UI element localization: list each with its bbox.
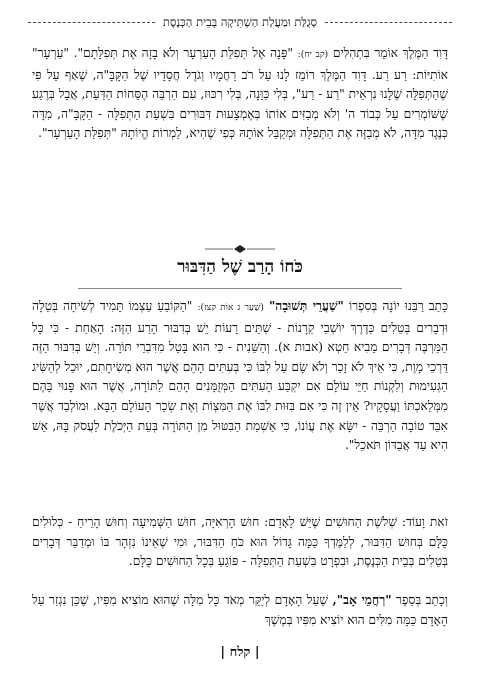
- psalm-reference: (קב יח):: [297, 50, 329, 60]
- paragraph-rachamei-av-lead: וְכָתַב בְּסֵפֶר: [396, 593, 449, 607]
- running-title: סְגֻלַּת וּמַעֲלַת הַשְׁתִּיקָה בְּבֵית הַכְּנֶסֶת: [162, 15, 318, 29]
- paragraph-rachamei-av: [32, 591, 448, 630]
- paragraph-rachamei-av-text: שֶׁעַל הָאָדָם לְיַקֵּר מְאֹד כָּל מִלָּה שֶׁהוּא מוֹצִיא מִפִּיו, שֶׁכֵּן נִגְזַר עַל הָאָדָם כַּמָּה מִלִּים הוּא יוֹצִיא מִפִּיו בְּמֶשֶׁךְ: [32, 593, 448, 627]
- book-title-rachamei-av: "רַחֲמֵי אָב",: [332, 593, 392, 607]
- paragraph-intro: [32, 44, 448, 144]
- paragraph-senses: [32, 513, 448, 572]
- paragraph-rabbeinu-yonah-text: "הַקּוֹבֵעַ עַצְמוֹ תָּמִיד לְשִׂיחָה בְּטֵלָה וּדְבָרִים בְּטֵלִים כְּדֶרֶךְ יוֹשְׁבֵי קְרָנוֹת - שְׁתֵּים רָעוֹת יֵשׁ בְּדִבּוּר הָרַע הַזֶּה: הָאַחַת - כִּי כָּל הַמַּרְבֶּה דְּבָרִים מֵבִיא חֵטְא (אבות א). וְהַשֵּׁנִית - כִּי הוּא בָּטֵל מִדִּבְרֵי תּוֹרָה. וְיֵשׁ בְּדִבּוּר הַזֶּה דַּרְכֵי מָוֶת, כִּי אֵיךְ לֹא זָכַר וְלֹא שָׂם עַל לִבּוֹ כִּי בְּעִתִּים הָהֵם אֲשֶׁר הוּא מְשִׂיחָתִם, יוּכַל לְהַשִּׂיג הַגְּעִימוּת וְלִקְנוֹת חַיֵּי עוֹלָם אִם יִקְבַּע הָעִתִּים הַמְּזֻמָּנִים הָהֵם לַתּוֹרָה, אֲשֶׁר הוּא פָּנוּי בָּהֶם מִמְּלַאכְתּוֹ וַעֲסָקָיו? אֵין זֶה כִּי אִם בִּזּוּת לִבּוֹ אֶת הַמִּצְוֹת וְאֶת שְׂכַר הָעוֹלָם הַבָּא. וּמוֹלְבַד אֲשֶׁר אִבֵּד טוֹבָה הַרְבֵּה - יִשָּׂא אֶת עֲוֹנוֹ, כִּי אַשְׁמַת הַבִּטּוּל מִן הַתּוֹרָה בְּעֵת הַיְּכֹלֶת לַעֲסֹק בָּהּ, אֵשׁ הִיא עַד אֲבַדּוֹן תֹּאכֵל".: [32, 299, 448, 453]
- book-title-shaarei-teshuva: "שַׁעֲרֵי תְּשׁוּבָה": [268, 299, 344, 313]
- running-header: [28, 10, 452, 34]
- paragraph-intro-text: "פָּנָה אֶל תְּפִלַּת הָעַרְעָר וְלֹא בָזָה אֶת תְּפִלָּתָם". "עַרְעָר" אוֹתִיּוֹת: רַע רַע. דָּוִד הַמֶּלֶךְ רוֹמֵז לָנוּ עַל רֹב רַחֲמָיו וְגֹדֶל חֲסָדָיו שֶׁל הַקָּבָּ"ה, שֶׁאַף עַל פִּי שֶׁהַתְּפִלָּה שֶׁלָּנוּ נִרְאֵית "רַע - רַע", בְּלִי כַּוָּנָה, בְּלִי רִכּוּז, עִם הַרְבֵּה הֶסֵּחוֹת הַדַּעַת, אֲבָל בְּרֶגַע שֶׁשּׁוֹמְרִים עַל כְּבוֹד ה' וְלֹא מְבַזִּים אוֹתוֹ בְּאֶמְצָעוּת דִּבּוּרִים בִּשְׁעַת הַתְּפִלָּה - הַקָּבָּ"ה, מִדָּה כְּנֶגֶד מִדָּה, לֹא מְבַזֶּה אֶת הַתְּפִלָּה וּמְקַבֵּל אוֹתָהּ כְּפִי שֶׁהִיא, לַמְרוֹת הֱיוֹתָהּ "תְּפִלַּת הָעַרְעָר".: [32, 46, 448, 141]
- ornamental-divider: [0, 244, 480, 254]
- paragraph-senses-text: זֹאת וָעוֹד: שְׁלֹשֶׁת הַחוּשִׁים שֶׁיֵּשׁ לָאָדָם: חוּשׁ הָרְאִיָּה, חוּשׁ הַשְּׁמִיעָה וְחוּשׁ הָרֵיחַ - כְּלוּלִים כֻּלָּם בְּחוּשׁ הַדִּבּוּר, לְלַמֶּדְךָ כַּמָּה גָּדוֹל הוּא כֹּחַ הַדִּבּוּר, וּמִי שֶׁאֵינוֹ נִזְהָר בּוֹ וּמְדַבֵּר דְּבָרִים בְּטֵלִים בְּבֵית הַכְּנֶסֶת, וּבִפְרָט בִּשְׁעַת הַתְּפִלָּה - פּוֹגֵעַ בְּכָל הַחוּשִׁים כֻּלָּם.: [32, 515, 448, 569]
- section-title: כֹּחוֹ הָרַב שֶׁל הַדִּבּוּר: [177, 257, 303, 277]
- divider-ornament-icon: [205, 244, 275, 254]
- header-dash-right: [325, 22, 452, 23]
- shaarei-teshuva-reference: (שַׁעַר ג אוֹת קצז):: [197, 303, 264, 313]
- paragraph-rabbeinu-yonah: [32, 297, 448, 456]
- section-title-rule: [78, 288, 402, 289]
- paragraph-intro-lead: דָּוִד הַמֶּלֶךְ אוֹמֵר בִּתְהִלִּים: [332, 46, 449, 60]
- header-dash-left: [28, 22, 155, 23]
- page-number: | קלח |: [220, 645, 260, 660]
- paragraph-rabbeinu-yonah-lead: כָּתַב רַבֵּנוּ יוֹנָה בְּסִפְרוֹ: [348, 299, 449, 313]
